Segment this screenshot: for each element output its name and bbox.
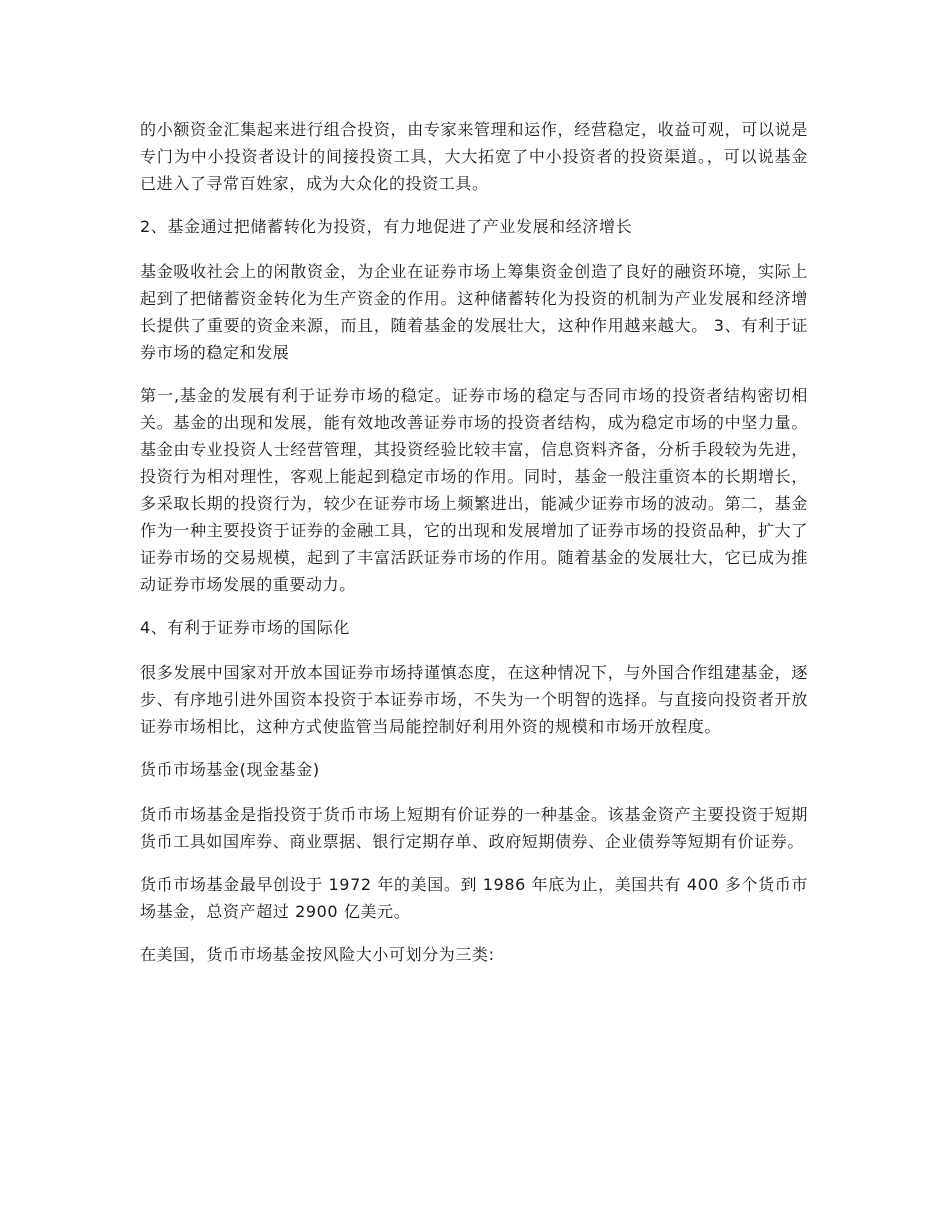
paragraph-money-market-definition: 货币市场基金是指投资于货币市场上短期有价证券的一种基金。该基金资产主要投资于短期货币工具如国库券、商业票据、银行定期存单、政府短期债券、企业债券等短期有价证券。 — [140, 805, 808, 851]
paragraph-market-stability: 第一,基金的发展有利于证券市场的稳定。证券市场的稳定与否同市场的投资者结构密切相关。基金的出现和发展，能有效地改善证券市场的投资者结构，成为稳定市场的中坚力量。基金由专业投资人士经营管理，其投资经验比较丰富，信息资料齐备，分析手段较为先进，投资行为相对理性，客观上能起到稳定市场的作用。同时，基金一般注重资本的长期增长，多采取长期的投资行为，较少在证券市场上频繁进出，能减少证券市场的波动。第二，基金作为一种主要投资于证券的金融工具，它的出现和发展增加了证券市场的投资品种，扩大了证券市场的交易规模，起到了丰富活跃证券市场的作用。随着基金的发展壮大，它已成为推动证券市场发展的重要动力。 — [140, 386, 808, 594]
paragraph-internationalization: 很多发展中国家对开放本国证券市场持谨慎态度，在这种情况下，与外国合作组建基金，逐步、有序地引进外国资本投资于本证券市场，不失为一个明智的选择。与直接向投资者开放证券市场相比，这种方式使监管当局能控制好利用外资的规模和市场开放程度。 — [140, 663, 808, 736]
document-body — [140, 116, 808, 984]
paragraph-us-classification: 在美国，货币市场基金按风险大小可划分为三类: — [140, 945, 495, 964]
paragraph-intro-continuation: 的小额资金汇集起来进行组合投资，由专家来管理和运作，经营稳定，收益可观，可以说是专门为中小投资者设计的间接投资工具，大大拓宽了中小投资者的投资渠道。，可以说基金已进入了寻常百姓家，成为大众化的投资工具。 — [140, 120, 808, 193]
heading-money-market-fund: 货币市场基金(现金基金) — [140, 760, 320, 779]
paragraph-savings-to-investment: 基金吸收社会上的闲散资金，为企业在证券市场上筹集资金创造了良好的融资环境，实际上起到了把储蓄资金转化为生产资金的作用。这种储蓄转化为投资的机制为产业发展和经济增长提供了重要的资金来源，而且，随着基金的发展壮大，这种作用越来越大。 3、有利于证券市场的稳定和发展 — [140, 262, 808, 362]
paragraph-money-market-history: 货币市场基金最早创设于 1972 年的美国。到 1986 年底为止，美国共有 400 多个货币市场基金，总资产超过 2900 亿美元。 — [140, 875, 808, 921]
heading-section-4: 4、有利于证券市场的国际化 — [140, 618, 350, 637]
heading-section-2: 2、基金通过把储蓄转化为投资，有力地促进了产业发展和经济增长 — [140, 217, 633, 236]
